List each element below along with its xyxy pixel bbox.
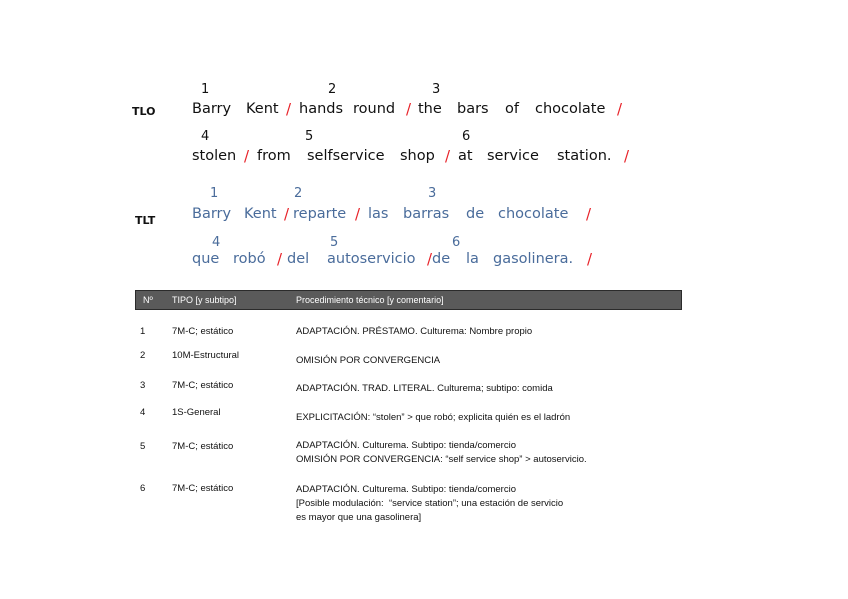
source-word: bars bbox=[457, 101, 489, 117]
row-number: 3 bbox=[140, 380, 146, 391]
segment-number: 3 bbox=[428, 186, 437, 201]
row-type: 7M-C; estático bbox=[172, 380, 234, 391]
source-word: service bbox=[487, 148, 539, 164]
source-word: Kent bbox=[246, 101, 279, 117]
target-word: autoservicio bbox=[327, 251, 416, 267]
segment-divider: / bbox=[284, 205, 290, 223]
header-procedure: Procedimiento técnico [y comentario] bbox=[296, 295, 444, 305]
row-number: 5 bbox=[140, 441, 146, 452]
row-number: 4 bbox=[140, 407, 146, 418]
row-procedure: OMISIÓN POR CONVERGENCIA: “self service shop” > autoservicio. bbox=[296, 454, 587, 465]
source-word: selfservice bbox=[307, 148, 385, 164]
target-word: robó bbox=[233, 251, 266, 267]
target-word: Barry bbox=[192, 206, 232, 222]
row-procedure: ADAPTACIÓN. Culturema. Subtipo: tienda/comercio bbox=[296, 484, 516, 495]
target-word: reparte bbox=[293, 206, 347, 222]
row-procedure: EXPLICITACIÓN: “stolen” > que robó; explicita quién es el ladrón bbox=[296, 412, 571, 423]
segment-divider: / bbox=[587, 250, 593, 268]
segment-number: 5 bbox=[330, 235, 339, 250]
source-word: stolen bbox=[192, 148, 237, 164]
row-procedure: ADAPTACIÓN. PRÉSTAMO. Culturema: Nombre propio bbox=[296, 326, 533, 337]
segment-number: 1 bbox=[201, 82, 210, 97]
row-type: 10M-Estructural bbox=[172, 350, 240, 361]
segment-number: 4 bbox=[212, 235, 221, 250]
segment-number: 6 bbox=[452, 235, 461, 250]
segment-number: 6 bbox=[462, 129, 471, 144]
source-word: round bbox=[353, 101, 396, 117]
row-type: 7M-C; estático bbox=[172, 326, 234, 337]
source-word: Barry bbox=[192, 101, 232, 117]
row-procedure: es mayor que una gasolinera] bbox=[296, 512, 422, 523]
target-word: que bbox=[192, 251, 220, 267]
target-word: la bbox=[466, 251, 479, 267]
row-procedure: ADAPTACIÓN. Culturema. Subtipo: tienda/comercio bbox=[296, 440, 516, 451]
segment-number: 5 bbox=[305, 129, 314, 144]
row-number: 2 bbox=[140, 350, 146, 361]
source-word: at bbox=[458, 148, 473, 164]
segment-number: 3 bbox=[432, 82, 441, 97]
source-word: the bbox=[418, 101, 442, 117]
source-word: station. bbox=[557, 148, 612, 164]
target-word: las bbox=[368, 206, 389, 222]
target-word: Kent bbox=[244, 206, 277, 222]
segment-number: 4 bbox=[201, 129, 210, 144]
table-header bbox=[135, 290, 682, 310]
source-word: chocolate bbox=[535, 101, 606, 117]
row-procedure: ADAPTACIÓN. TRAD. LITERAL. Culturema; subtipo: comida bbox=[296, 383, 553, 394]
segment-divider: / bbox=[244, 147, 250, 165]
source-word: from bbox=[257, 148, 291, 164]
tlt-label: TLT bbox=[135, 214, 156, 227]
segment-divider: / bbox=[445, 147, 451, 165]
segment-number: 1 bbox=[210, 186, 219, 201]
segment-number: 2 bbox=[328, 82, 337, 97]
row-procedure: [Posible modulación: “service station”; una estación de servicio bbox=[296, 498, 564, 509]
row-type: 1S-General bbox=[172, 407, 221, 418]
source-word: shop bbox=[400, 148, 435, 164]
target-word: gasolinera. bbox=[493, 251, 574, 267]
segment-divider: / bbox=[427, 250, 433, 268]
segment-divider: / bbox=[277, 250, 283, 268]
segment-divider: / bbox=[586, 205, 592, 223]
segment-divider: / bbox=[355, 205, 361, 223]
row-type: 7M-C; estático bbox=[172, 441, 234, 452]
segment-divider: / bbox=[617, 100, 623, 118]
target-word: de bbox=[432, 251, 451, 267]
source-word: hands bbox=[299, 101, 344, 117]
segment-divider: / bbox=[286, 100, 292, 118]
row-number: 1 bbox=[140, 326, 146, 337]
row-number: 6 bbox=[140, 483, 146, 494]
header-type: TIPO [y subtipo] bbox=[172, 295, 237, 305]
source-word: of bbox=[505, 101, 519, 117]
target-word: chocolate bbox=[498, 206, 569, 222]
target-word: de bbox=[466, 206, 485, 222]
row-procedure: OMISIÓN POR CONVERGENCIA bbox=[296, 355, 441, 366]
header-number: Nº bbox=[143, 295, 153, 305]
tlo-label: TLO bbox=[132, 105, 156, 118]
target-word: del bbox=[287, 251, 310, 267]
segment-number: 2 bbox=[294, 186, 303, 201]
row-type: 7M-C; estático bbox=[172, 483, 234, 494]
segment-divider: / bbox=[624, 147, 630, 165]
target-word: barras bbox=[403, 206, 450, 222]
segment-divider: / bbox=[406, 100, 412, 118]
